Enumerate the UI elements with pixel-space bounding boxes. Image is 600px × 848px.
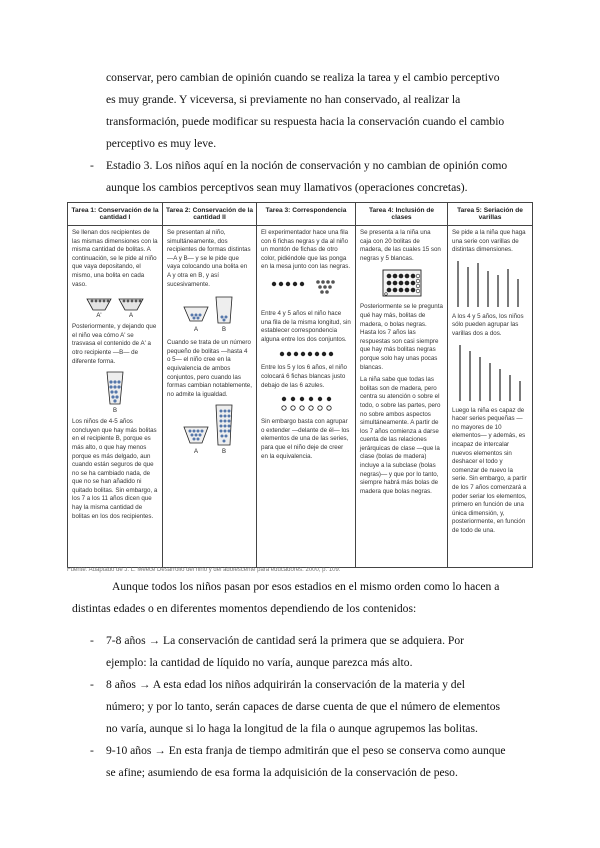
bullet-dash: - xyxy=(90,634,94,647)
box-of-beads-figure xyxy=(380,267,424,299)
cell-text: Se llenan dos recipientes de las mismas dimensiones con la misma cantidad de bolitas. A continuación, se le pide al niño que vaya depositando, el mismo, una bolita en cada vaso. xyxy=(72,229,158,288)
cell-task-1 xyxy=(68,226,163,568)
intro-paragraph xyxy=(106,67,512,155)
label-b: B xyxy=(221,449,226,456)
paired-chips-figure xyxy=(276,394,336,414)
sticks-figure xyxy=(452,259,528,309)
cell-text: A los 4 y 5 años, los niños sólo pueden agrupar las varillas dos a dos. xyxy=(452,312,524,337)
bullet-dash: - xyxy=(90,159,94,172)
table-header-row xyxy=(68,203,533,226)
cell-text: Posteriormente, y dejando que el niño vea cómo A' se trasvasa el contenido de A' a otro recipiente —B— de diferente forma. xyxy=(72,323,157,365)
stage3-line: Estadio 3. Los niños aquí en la noción de conservación y no cambian de opinión como xyxy=(106,159,508,172)
ordered-sticks-figure xyxy=(452,343,528,403)
bullet-line: se afine; asumiendo de esa forma la adquisición de la conservación de peso. xyxy=(106,766,458,779)
label-b: B xyxy=(112,408,118,415)
cell-task-4 xyxy=(356,226,448,568)
bullet-line: 7-8 años → La conservación de cantidad será la primera que se adquiera. Por xyxy=(106,634,464,647)
intro-line: es muy grande. Y viceversa, si previamente no han conservado, al realizar la xyxy=(106,93,461,106)
cell-text: Entre 4 y 5 años el niño hace una fila de la misma longitud, sin establecer correspondencia alguna entre los dos conjuntos. xyxy=(261,309,351,343)
label-b: B xyxy=(221,327,226,334)
bowl-and-glass-figure xyxy=(180,293,240,335)
bullet-line: 9-10 años → En esta franja de tiempo admitirán que el peso se conserva como aunque xyxy=(106,744,506,757)
cell-text: Los niños de 4-5 años concluyen que hay más bolitas en el recipiente B, porque es más alto, o que hay menos porque es más delgado, aun cuando están seguros de que no se ha cambiado nada, de que no se han añadido ni quitado bolitas. Sin embargo, a los 7 a los 11 años dicen que hay la misma cantidad de bolitas en los dos recipientes. xyxy=(72,418,158,520)
cell-text: Se pide a la niña que haga una serie con varillas de distintas dimensiones. xyxy=(452,229,526,254)
label-a: A xyxy=(193,327,198,334)
cell-text: Se presenta a la niña una caja con 20 bolitas de madera, de las cuales 15 son negras y 5 blancas. xyxy=(360,229,441,262)
header-task-4: Tarea 4: Inclusión de clases xyxy=(356,203,448,226)
intro-line: transformación, puede modificar su respuesta hacia la conservación cuando el cambio xyxy=(106,115,505,128)
table-body-row xyxy=(68,226,533,568)
bullet-line: número; y por lo tanto, serán capaces de darse cuenta de que el número de elementos xyxy=(106,700,501,713)
two-bowls-figure xyxy=(83,293,147,319)
header-task-3: Tarea 3: Correspondencia xyxy=(257,203,356,226)
cell-text: Luego la niña es capaz de hacer series pequeñas —no mayores de 10 elementos— y además, es incapaz de intercalar nuevos elementos sin deshacer el todo y comenzar de nuevo la serie. Sin embargo, a partir de los 7 años comenzará a poder seriar los elementos, primero en función de una única dimensión, y, posteriormente, en función de todo de una. xyxy=(452,406,527,534)
bullet-dash: - xyxy=(90,744,94,757)
bullet-line: ejemplo: la cantidad de líquido no varía, aunque parezca más alto. xyxy=(106,656,413,669)
tall-glass-figure xyxy=(100,370,130,414)
header-task-2: Tarea 2: Conservación de la cantidad II xyxy=(163,203,257,226)
cell-text: Se presentan al niño, simultáneamente, dos recipientes de formas distintas —A y B— y se le pide que vaya colocando una bolita en A y otra en B, y así sucesivamente. xyxy=(167,229,251,288)
bullet-line: no varía, aunque si lo haga la longitud de la fila o aunque agrupemos las bolitas. xyxy=(106,722,478,735)
cell-text: Cuando se trata de un número pequeño de bolitas —hasta 4 o 5— el niño cree en la equivalencia de ambos conjuntos, pero cuando las formas cambian notablemente, no admite la igualdad. xyxy=(167,339,252,398)
cell-text: Sin embargo basta con agrupar o extender —delante de él— los elementos de una de las series, para que el niño deje de creer en la equivalencia. xyxy=(261,418,350,460)
body-paragraph xyxy=(72,576,513,620)
cell-task-2 xyxy=(163,226,257,568)
header-task-1: Tarea 1: Conservación de la cantidad I xyxy=(68,203,163,226)
bullet-dash: - xyxy=(90,678,94,691)
label-a-prime: A' xyxy=(96,313,102,320)
cell-task-5 xyxy=(448,226,533,568)
rows-of-chips-figure xyxy=(266,276,346,306)
intro-line: perceptivo es muy leve. xyxy=(106,137,217,150)
label-a: A xyxy=(128,313,134,320)
cell-task-3 xyxy=(257,226,356,568)
intro-line: conservar, pero cambian de opinión cuando se realiza la tarea y el cambio perceptivo xyxy=(106,71,500,84)
header-task-5: Tarea 5: Seriación de varillas xyxy=(448,203,533,226)
chip-row-figure xyxy=(276,348,336,360)
tasks-table xyxy=(67,202,533,568)
paragraph-line: Aunque todos los niños pasan por esos estadios en el mismo orden como lo hacen a xyxy=(112,580,500,593)
paragraph-line: distintas edades o en diferentes momentos dependiendo de los contenidos: xyxy=(72,602,417,615)
table-caption: Fuente: Adaptado de J. L. Meece Desarrollo del niño y del adolescente para educadores. 2000, p. 109. xyxy=(67,567,341,573)
cell-text: Posteriormente se le pregunta qué hay más, bolitas de madera, o bolas negras. Hasta los 7 años las respuestas son casi siempre que hay más bolitas negras porque solo hay unas pocas blancas. xyxy=(360,303,443,371)
stage3-line: aunque los cambios perceptivos sean muy llamativos (operaciones concretas). xyxy=(106,181,468,194)
label-a: A xyxy=(193,449,198,456)
bullet-line: 8 años → A esta edad los niños adquirirán la conservación de la materia y del xyxy=(106,678,465,691)
cell-text: El experimentador hace una fila con 6 fichas negras y da al niño un montón de fichas de otro color, pidiéndole que las ponga en la mesa junto con las negras. xyxy=(261,229,351,271)
cell-text: Entre los 5 y los 6 años, el niño colocará 6 fichas blancas justo debajo de las 6 azules. xyxy=(261,364,347,389)
cell-text: La niña sabe que todas las bolitas son de madera, pero centra su atención o sobre el todo, o sobre las partes, pero no sobre ambos aspectos simultáneamente. A partir de los 7 años comienza a darse cuenta de las relaciones jerárquicas de clase —que la clase (bolas de madera) incluye a la subclase (bolas negras)— y que por lo tanto, siempre habrá más bolas de madera que bolas negras. xyxy=(360,376,441,495)
bowl-and-tall-glass-figure xyxy=(180,403,240,457)
